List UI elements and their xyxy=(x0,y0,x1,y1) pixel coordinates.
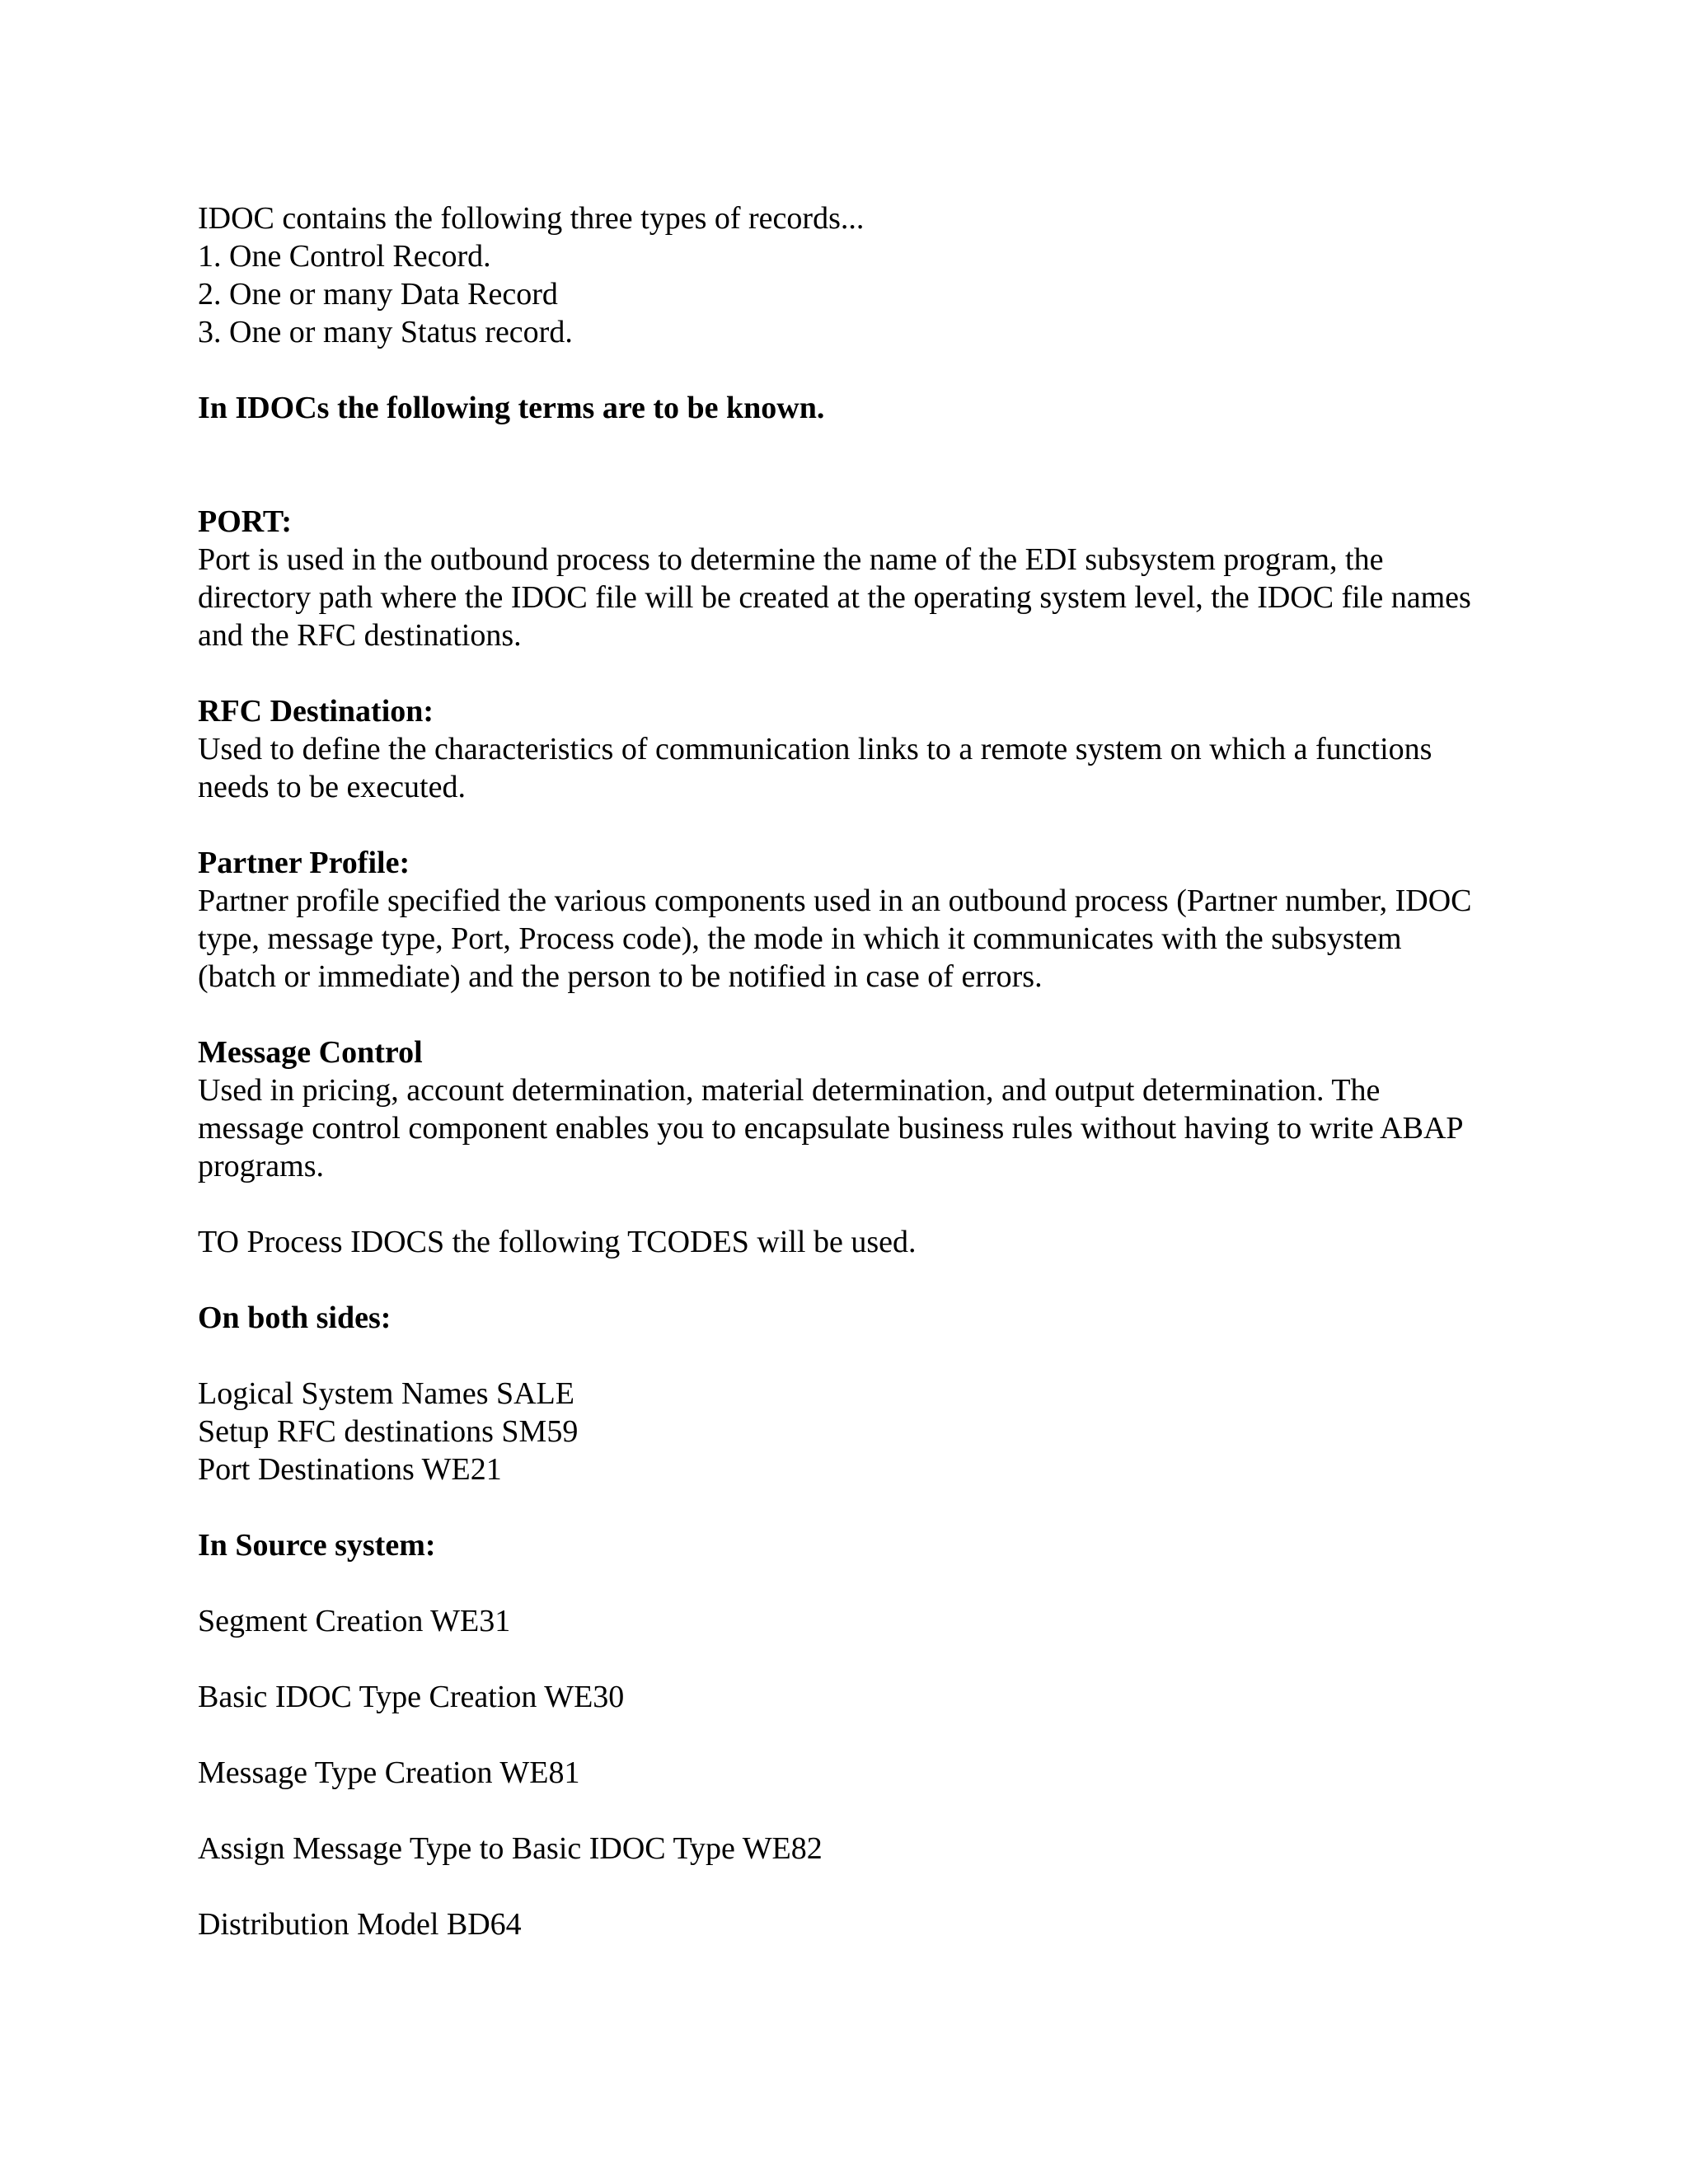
spacer xyxy=(198,427,1484,503)
spacer xyxy=(198,1868,1484,1905)
spacer xyxy=(198,1261,1484,1299)
source-system-item-2: Basic IDOC Type Creation WE30 xyxy=(198,1680,625,1714)
message-control-title: Message Control xyxy=(198,1035,423,1070)
spacer xyxy=(198,1337,1484,1375)
intro-heading: IDOC contains the following three types of records... xyxy=(198,201,865,236)
partner-title: Partner Profile: xyxy=(198,846,410,880)
source-system-item-4: Assign Message Type to Basic IDOC Type WE82 xyxy=(198,1831,823,1866)
spacer xyxy=(198,1792,1484,1830)
message-control-section xyxy=(198,1033,1484,1185)
port-title: PORT: xyxy=(198,504,293,539)
intro-item-1: 1. One Control Record. xyxy=(198,239,491,274)
port-body: Port is used in the outbound process to determine the name of the EDI subsystem program, the directory path where the IDOC file will be created at the operating system level, the IDOC file names and the RFC destinations. xyxy=(198,542,1471,653)
both-sides-list xyxy=(198,1375,1484,1488)
spacer xyxy=(198,351,1484,389)
rfc-section xyxy=(198,692,1484,806)
spacer xyxy=(198,1185,1484,1223)
terms-heading: In IDOCs the following terms are to be known. xyxy=(198,391,825,425)
source-system-title: In Source system: xyxy=(198,1528,436,1563)
partner-body: Partner profile specified the various components used in an outbound process (Partner number, IDOC type, message type, Port, Process code), the mode in which it communicates with the subsystem (batch or immediate) and the person to be notified in case of errors. xyxy=(198,883,1472,994)
spacer xyxy=(198,806,1484,844)
rfc-body: Used to define the characteristics of communication links to a remote system on which a functions needs to be executed. xyxy=(198,732,1432,804)
spacer xyxy=(198,1488,1484,1526)
intro-item-2: 2. One or many Data Record xyxy=(198,277,558,312)
intro-block xyxy=(198,199,1484,351)
both-sides-item-2: Setup RFC destinations SM59 xyxy=(198,1414,579,1449)
spacer xyxy=(198,1716,1484,1754)
spacer xyxy=(198,1640,1484,1678)
both-sides-title: On both sides: xyxy=(198,1301,392,1335)
source-system-item-3: Message Type Creation WE81 xyxy=(198,1755,580,1790)
intro-item-3: 3. One or many Status record. xyxy=(198,315,573,349)
port-section xyxy=(198,503,1484,654)
message-control-body: Used in pricing, account determination, material determination, and output determination. The message control component enables you to encapsulate business rules without having to write ABAP programs. xyxy=(198,1073,1463,1183)
rfc-title: RFC Destination: xyxy=(198,694,434,729)
spacer xyxy=(198,1564,1484,1602)
partner-section xyxy=(198,844,1484,996)
spacer xyxy=(198,996,1484,1033)
tcodes-intro: TO Process IDOCS the following TCODES will be used. xyxy=(198,1225,917,1259)
spacer xyxy=(198,654,1484,692)
document-content xyxy=(198,199,1484,1943)
both-sides-item-3: Port Destinations WE21 xyxy=(198,1452,502,1487)
source-system-item-1: Segment Creation WE31 xyxy=(198,1604,511,1638)
both-sides-item-1: Logical System Names SALE xyxy=(198,1376,574,1411)
source-system-item-5: Distribution Model BD64 xyxy=(198,1907,522,1942)
